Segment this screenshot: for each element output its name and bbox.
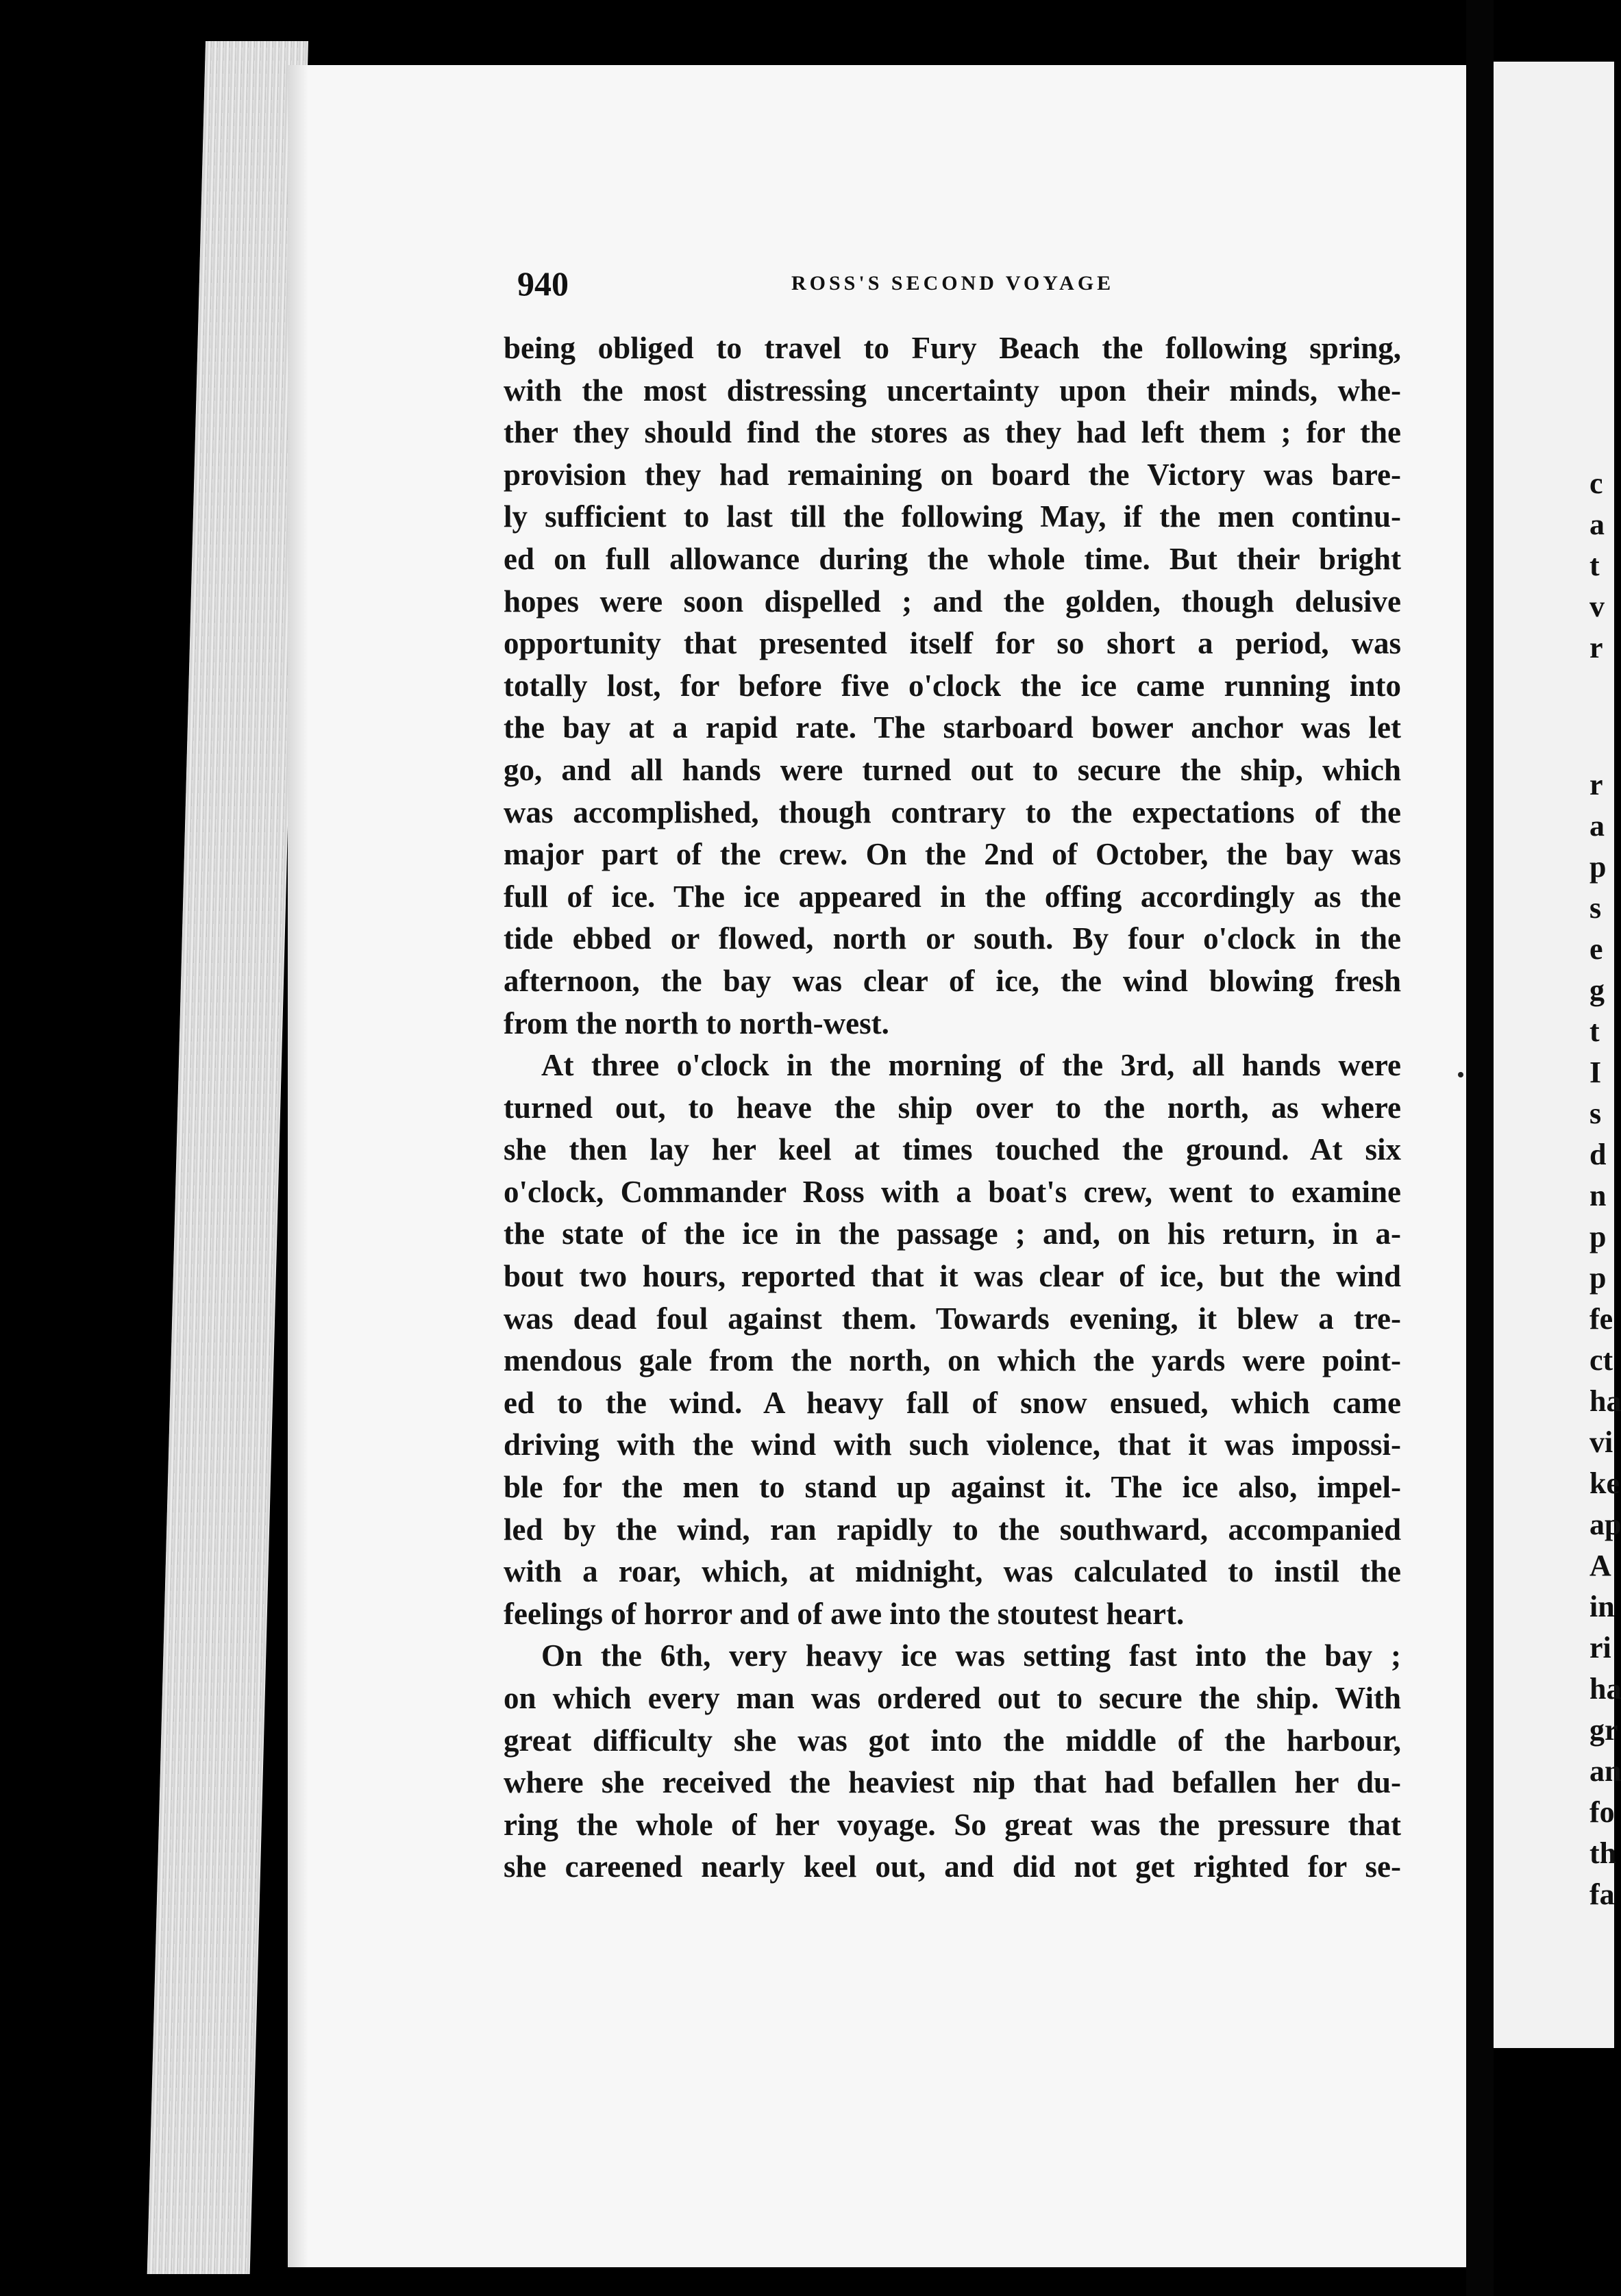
next-page-text-fragment: A — [1589, 1549, 1611, 1582]
text-line: full of ice. The ice appeared in the offing accordingly as the — [504, 879, 1401, 914]
page-fore-edge — [147, 41, 308, 2274]
text-line: where she received the heaviest nip that had befallen her du- — [504, 1765, 1401, 1800]
text-line: with a roar, which, at midnight, was calculated to instil the — [504, 1554, 1401, 1589]
text-line: the state of the ice in the passage ; and, on his return, in a- — [504, 1216, 1401, 1251]
text-line: opportunity that presented itself for so short a period, was — [504, 626, 1401, 661]
next-page-text-fragment: e — [1589, 932, 1603, 966]
next-page-text-fragment: d — [1589, 1138, 1607, 1171]
next-page-text-fragment: I — [1589, 1056, 1602, 1089]
next-page-text-fragment: r — [1589, 631, 1603, 664]
text-line: totally lost, for before five o'clock the ice came running into — [504, 668, 1401, 703]
text-line: go, and all hands were turned out to secure the ship, which — [504, 752, 1401, 787]
text-line: ther they should find the stores as they had left them ; for the — [504, 415, 1401, 450]
text-line: turned out, to heave the ship over to the north, as where — [504, 1090, 1401, 1125]
next-page-text-fragment: a — [1589, 809, 1605, 843]
next-page-text-fragment: fa — [1589, 1877, 1615, 1911]
text-line: ble for the men to stand up against it. The ice also, impel- — [504, 1470, 1401, 1505]
next-page-text-fragment: vi — [1589, 1425, 1613, 1459]
text-line: ed to the wind. A heavy fall of snow ensued, which came — [504, 1385, 1401, 1420]
body-text — [504, 327, 1401, 1888]
text-line: major part of the crew. On the 2nd of October, the bay was — [504, 837, 1401, 872]
text-line: tide ebbed or flowed, north or south. By four o'clock in the — [504, 921, 1401, 956]
next-page-text-fragment: t — [1589, 1014, 1600, 1048]
next-page-text-fragment: ha — [1589, 1384, 1621, 1418]
text-line: was accomplished, though contrary to the expectations of the — [504, 795, 1401, 829]
next-page-text-fragment: t — [1589, 549, 1600, 582]
next-page-edge — [1494, 62, 1621, 2048]
text-line: mendous gale from the north, on which the yards were point- — [504, 1343, 1401, 1378]
text-line: ly sufficient to last till the following May, if the men continu- — [504, 499, 1401, 534]
next-page-text-fragment: r — [1589, 768, 1603, 801]
text-line: feelings of horror and of awe into the stoutest heart. — [504, 1596, 1185, 1631]
next-page-text-fragment: p — [1589, 1261, 1607, 1295]
text-line: ring the whole of her voyage. So great was the pressure that — [504, 1807, 1401, 1842]
text-line: led by the wind, ran rapidly to the southward, accompanied — [504, 1512, 1401, 1547]
text-line: provision they had remaining on board the Victory was bare- — [504, 457, 1401, 492]
text-line: on which every man was ordered out to secure the ship. With — [504, 1681, 1401, 1715]
text-line: she careened nearly keel out, and did not get righted for se- — [504, 1849, 1401, 1884]
next-page-text-fragment: ri — [1589, 1631, 1611, 1664]
page-number: 940 — [517, 264, 569, 303]
next-page-text-fragment: s — [1589, 1097, 1602, 1130]
text-line: bout two hours, reported that it was clear of ice, but the wind — [504, 1259, 1401, 1294]
next-page-text-fragment: fe — [1589, 1302, 1613, 1336]
next-page-text-fragment: c — [1589, 466, 1603, 500]
running-title: ROSS'S SECOND VOYAGE — [791, 272, 1115, 295]
text-line: On the 6th, very heavy ice was setting fast into the bay ; — [541, 1638, 1401, 1673]
speck — [1458, 1072, 1463, 1077]
text-line: great difficulty she was got into the middle of the harbour, — [504, 1723, 1401, 1758]
next-page-text-fragment: ke — [1589, 1467, 1620, 1500]
next-page-text-fragment: s — [1589, 891, 1602, 925]
text-line: with the most distressing uncertainty upon their minds, whe- — [504, 373, 1401, 408]
next-page-text-fragment: gr — [1589, 1713, 1618, 1747]
next-page-text-fragment: a — [1589, 508, 1605, 541]
next-page-text-fragment: fo — [1589, 1795, 1615, 1829]
next-page-text-fragment: p — [1589, 850, 1607, 884]
text-line: ed on full allowance during the whole time. But their bright — [504, 541, 1401, 576]
next-page-text-fragment: an — [1589, 1754, 1621, 1788]
next-page-text-fragment: ha — [1589, 1672, 1621, 1706]
next-page-text-fragment: g — [1589, 973, 1605, 1007]
next-page-text-fragment: in — [1589, 1590, 1615, 1623]
text-line: o'clock, Commander Ross with a boat's crew, went to examine — [504, 1174, 1401, 1209]
text-line: hopes were soon dispelled ; and the golden, though delusive — [504, 584, 1401, 619]
next-page-text-fragment: n — [1589, 1179, 1607, 1212]
text-line: from the north to north-west. — [504, 1006, 889, 1040]
text-line: At three o'clock in the morning of the 3rd, all hands were — [541, 1048, 1401, 1083]
next-page-text-fragment: th — [1589, 1836, 1617, 1870]
text-line: the bay at a rapid rate. The starboard bower anchor was let — [504, 710, 1401, 745]
text-line: being obliged to travel to Fury Beach the following spring, — [504, 331, 1401, 365]
text-line: driving with the wind with such violence, that it was impossi- — [504, 1427, 1401, 1462]
next-page-text-fragment: ct — [1589, 1343, 1613, 1377]
text-line: was dead foul against them. Towards evening, it blew a tre- — [504, 1301, 1401, 1336]
text-line: she then lay her keel at times touched the ground. At six — [504, 1132, 1401, 1167]
book-gutter — [1466, 0, 1494, 2296]
text-line: afternoon, the bay was clear of ice, the wind blowing fresh — [504, 963, 1401, 998]
next-page-text-fragment: ap — [1589, 1508, 1621, 1541]
next-page-text-fragment: v — [1589, 590, 1605, 623]
running-head — [517, 264, 1405, 305]
next-page-text-fragment: p — [1589, 1220, 1607, 1253]
